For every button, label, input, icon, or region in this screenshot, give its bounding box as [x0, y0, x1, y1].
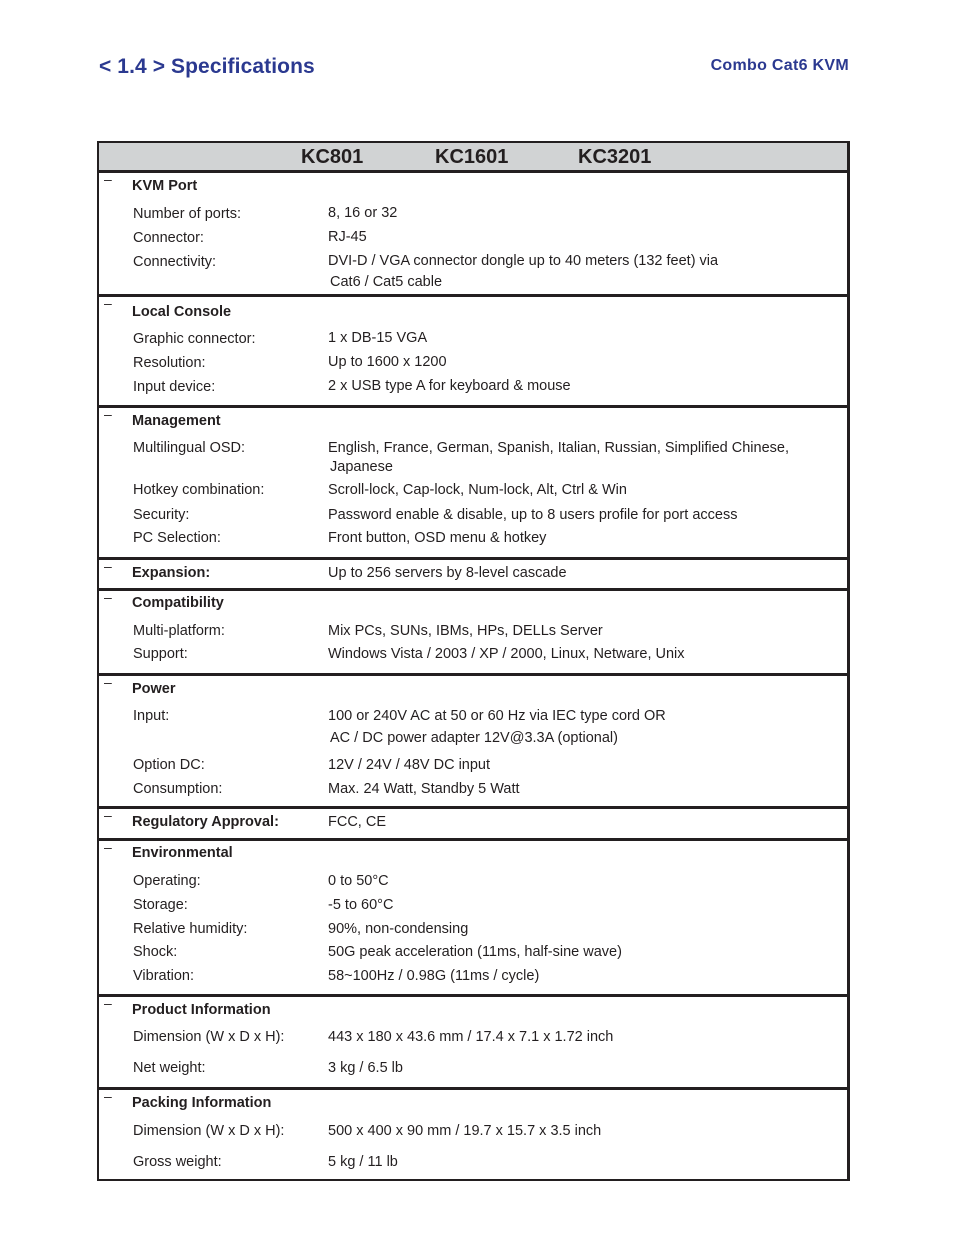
spec-value: 50G peak acceleration (11ms, half-sine wave)	[328, 944, 622, 960]
spec-value: FCC, CE	[328, 814, 386, 830]
spec-label: Vibration:	[133, 968, 194, 984]
spec-value: Windows Vista / 2003 / XP / 2000, Linux, Netware, Unix	[328, 646, 685, 662]
bullet-mark: –	[104, 839, 112, 855]
bullet-mark: –	[104, 171, 112, 187]
spec-value: 500 x 400 x 90 mm / 19.7 x 15.7 x 3.5 inch	[328, 1123, 602, 1139]
spec-value-line: AC / DC power adapter 12V@3.3A (optional)	[330, 730, 618, 746]
spec-label: Connectivity:	[133, 254, 217, 270]
section-title: Regulatory Approval:	[132, 814, 279, 830]
spec-label: Number of ports:	[133, 206, 241, 222]
section-kvm-port	[99, 173, 847, 294]
bullet-mark: –	[104, 295, 112, 311]
section-title: Local Console	[132, 304, 232, 320]
spec-label: Input device:	[133, 379, 216, 395]
spec-value: 90%, non-condensing	[328, 921, 469, 937]
section-title: Packing Information	[132, 1095, 272, 1111]
spec-label: Hotkey combination:	[133, 482, 265, 498]
spec-label: Security:	[133, 507, 190, 523]
spec-label: Consumption:	[133, 781, 223, 797]
document-label: Combo Cat6 KVM	[710, 57, 849, 74]
spec-label: Resolution:	[133, 355, 206, 371]
spec-label: Shock:	[133, 944, 178, 960]
spec-value: 5 kg / 11 lb	[328, 1154, 398, 1170]
section-title: KVM Port	[132, 178, 198, 194]
spec-value	[328, 252, 718, 292]
section-expansion	[99, 557, 847, 588]
section-title: Power	[132, 681, 176, 697]
spec-value: 1 x DB-15 VGA	[328, 330, 428, 346]
model-kc801: KC801	[301, 146, 364, 168]
bullet-mark: –	[104, 1088, 112, 1104]
spec-value: Mix PCs, SUNs, IBMs, HPs, DELLs Server	[328, 623, 603, 639]
spec-value-line: 100 or 240V AC at 50 or 60 Hz via IEC type cord OR	[328, 708, 666, 724]
spec-value	[328, 439, 789, 477]
spec-label: Connector:	[133, 230, 204, 246]
spec-value: Password enable & disable, up to 8 users profile for port access	[328, 507, 738, 523]
model-kc1601: KC1601	[435, 146, 509, 168]
spec-label: Dimension (W x D x H):	[133, 1123, 285, 1139]
section-environmental	[99, 838, 847, 994]
spec-value-line: English, France, German, Spanish, Italian, Russian, Simplified Chinese,	[328, 440, 789, 456]
spec-label: Graphic connector:	[133, 331, 256, 347]
spec-value: 3 kg / 6.5 lb	[328, 1060, 403, 1076]
spec-value: 0 to 50°C	[328, 873, 389, 889]
section-compatibility	[99, 588, 847, 673]
section-title: Management	[132, 413, 221, 429]
section-title: Expansion:	[132, 565, 211, 581]
spec-label: Input:	[133, 708, 170, 724]
section-power	[99, 673, 847, 806]
section-regulatory-approval	[99, 806, 847, 838]
spec-value: Scroll-lock, Cap-lock, Num-lock, Alt, Ctrl & Win	[328, 482, 627, 498]
section-title: Compatibility	[132, 595, 224, 611]
bullet-mark: –	[104, 995, 112, 1011]
section-product-information	[99, 994, 847, 1087]
spec-label: Operating:	[133, 873, 201, 889]
spec-label: Net weight:	[133, 1060, 206, 1076]
spec-value: 443 x 180 x 43.6 mm / 17.4 x 7.1 x 1.72 inch	[328, 1029, 614, 1045]
bullet-mark: –	[104, 674, 112, 690]
spec-label: Support:	[133, 646, 188, 662]
model-kc3201: KC3201	[578, 146, 652, 168]
bullet-mark: –	[104, 558, 112, 574]
spec-label: Storage:	[133, 897, 188, 913]
spec-value: 8, 16 or 32	[328, 205, 398, 221]
spec-value: Up to 1600 x 1200	[328, 354, 447, 370]
spec-value-line: Japanese	[330, 459, 393, 475]
spec-value: -5 to 60°C	[328, 897, 394, 913]
bullet-mark: –	[104, 807, 112, 823]
spec-value: 2 x USB type A for keyboard & mouse	[328, 378, 571, 394]
spec-value-line: Cat6 / Cat5 cable	[330, 274, 443, 290]
spec-value: 12V / 24V / 48V DC input	[328, 757, 491, 773]
specifications-table	[97, 141, 850, 1181]
section-local-console	[99, 294, 847, 405]
section-title: Environmental	[132, 845, 233, 861]
spec-label: Multilingual OSD:	[133, 440, 246, 456]
spec-value: 58~100Hz / 0.98G (11ms / cycle)	[328, 968, 540, 984]
section-management	[99, 405, 847, 557]
spec-label: Relative humidity:	[133, 921, 248, 937]
spec-value	[328, 707, 666, 748]
spec-label: Option DC:	[133, 757, 205, 773]
spec-label: Dimension (W x D x H):	[133, 1029, 285, 1045]
spec-value: Max. 24 Watt, Standby 5 Watt	[328, 781, 520, 797]
section-packing-information	[99, 1087, 847, 1179]
bullet-mark: –	[104, 406, 112, 422]
spec-value-line: DVI-D / VGA connector dongle up to 40 meters (132 feet) via	[328, 253, 719, 269]
section-title: Product Information	[132, 1002, 271, 1018]
spec-label: PC Selection:	[133, 530, 221, 546]
spec-label: Gross weight:	[133, 1154, 222, 1170]
spec-value: Front button, OSD menu & hotkey	[328, 530, 547, 546]
page-title: < 1.4 > Specifications	[99, 55, 315, 78]
spec-value: Up to 256 servers by 8-level cascade	[328, 565, 567, 581]
bullet-mark: –	[104, 589, 112, 605]
models-header	[99, 141, 847, 173]
spec-value: RJ-45	[328, 229, 367, 245]
spec-label: Multi-platform:	[133, 623, 225, 639]
